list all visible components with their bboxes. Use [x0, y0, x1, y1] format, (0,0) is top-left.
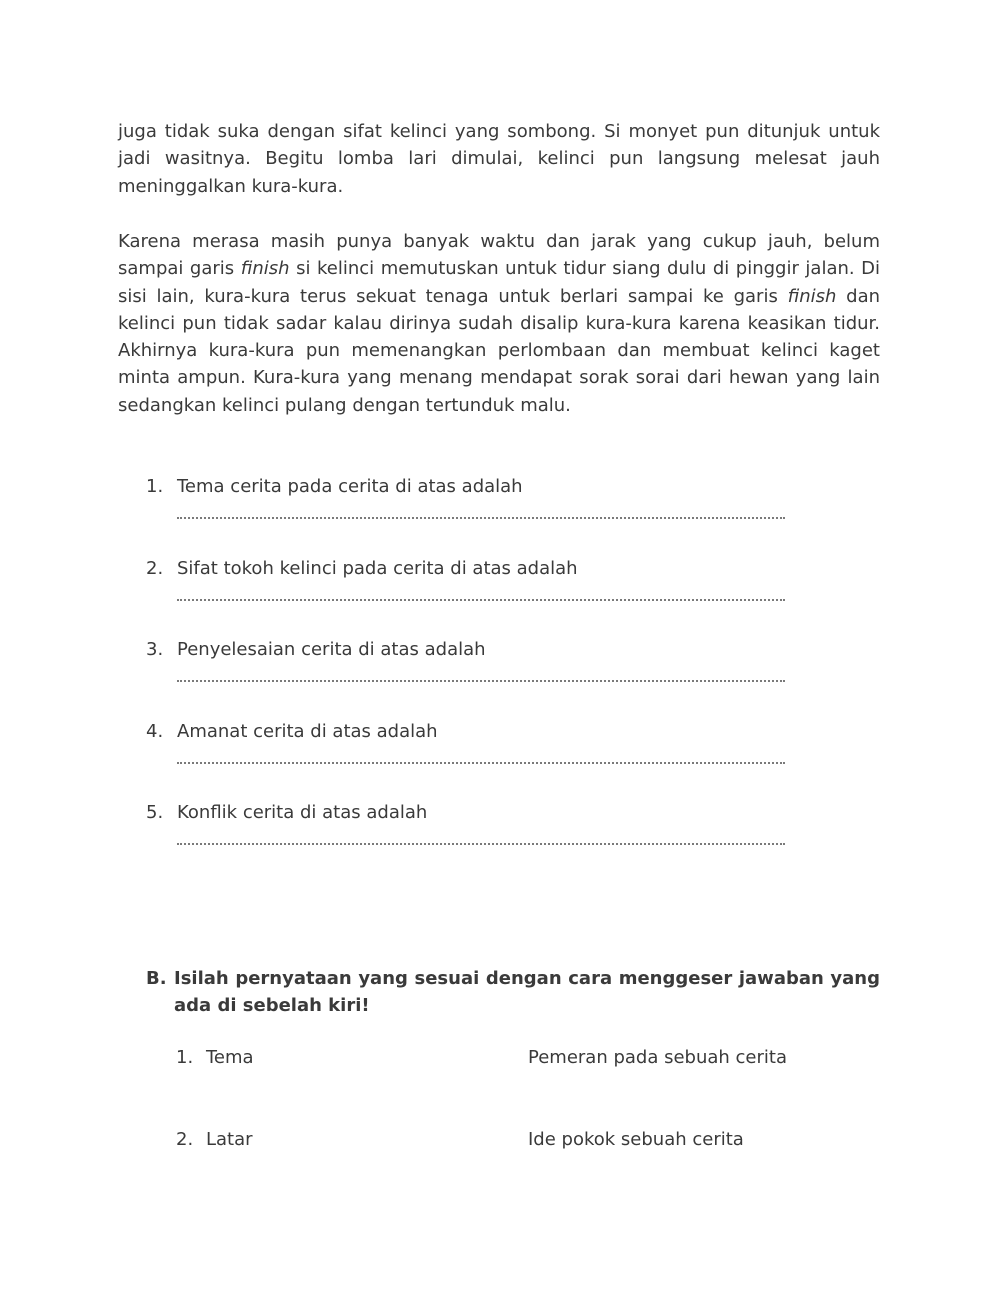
answer-line-5[interactable]	[177, 843, 785, 845]
question-number: 4.	[146, 721, 164, 742]
story-italic-finish-1: finish	[240, 258, 290, 280]
story-paragraph-2-text-c: dan kelinci pun tidak sadar kalau dirinya sudah disalip kura-kura karena keasikan tidur. Akhirnya kura-kura pun memenangkan perlombaan dan membuat kelinci kaget minta ampun. Kura-kura yang menang mendapat sorak sorai dari hewan yang lain sedangkan kelinci pulang dengan tertunduk malu.	[118, 285, 881, 416]
story-italic-finish-2: finish	[787, 285, 837, 307]
matching-definition[interactable]: Ide pokok sebuah cerita	[528, 1129, 744, 1150]
story-paragraph-1-text: juga tidak suka dengan sifat kelinci yang sombong. Si monyet pun ditunjuk untuk jadi wasitnya. Begitu lomba lari dimulai, kelinci pun langsung melesat jauh meninggalkan kura-kura.	[118, 121, 880, 197]
answer-line-4[interactable]	[177, 762, 785, 764]
question-number: 2.	[146, 558, 164, 579]
question-text: Tema cerita pada cerita di atas adalah	[177, 476, 523, 497]
question-text: Amanat cerita di atas adalah	[177, 721, 438, 742]
matching-term[interactable]: Tema	[206, 1047, 254, 1068]
matching-number: 1.	[176, 1047, 194, 1068]
story-paragraph-1	[118, 118, 880, 200]
story-paragraph-2	[118, 228, 880, 419]
section-b-instruction: Isilah pernyataan yang sesuai dengan cara menggeser jawaban yang ada di sebelah kiri!	[174, 968, 880, 1016]
matching-number: 2.	[176, 1129, 194, 1150]
matching-definition[interactable]: Pemeran pada sebuah cerita	[528, 1047, 787, 1068]
section-b-label: B.	[146, 968, 167, 989]
answer-line-1[interactable]	[177, 517, 785, 519]
matching-term[interactable]: Latar	[206, 1129, 253, 1150]
story-paragraph-2-text-a: Karena merasa masih punya banyak waktu dan jarak yang cukup jauh, belum sampai garis	[118, 231, 880, 280]
question-text: Konflik cerita di atas adalah	[177, 802, 428, 823]
question-text: Penyelesaian cerita di atas adalah	[177, 639, 486, 660]
section-b-heading	[146, 965, 880, 1019]
question-number: 5.	[146, 802, 164, 823]
answer-line-3[interactable]	[177, 680, 785, 682]
story-paragraph-2-text-b: si kelinci memutuskan untuk tidur siang dulu di pinggir jalan. Di sisi lain, kura-kura terus sekuat tenaga untuk berlari sampai ke garis	[118, 258, 880, 307]
question-number: 3.	[146, 639, 164, 660]
question-number: 1.	[146, 476, 164, 497]
question-text: Sifat tokoh kelinci pada cerita di atas adalah	[177, 558, 578, 579]
answer-line-2[interactable]	[177, 599, 785, 601]
